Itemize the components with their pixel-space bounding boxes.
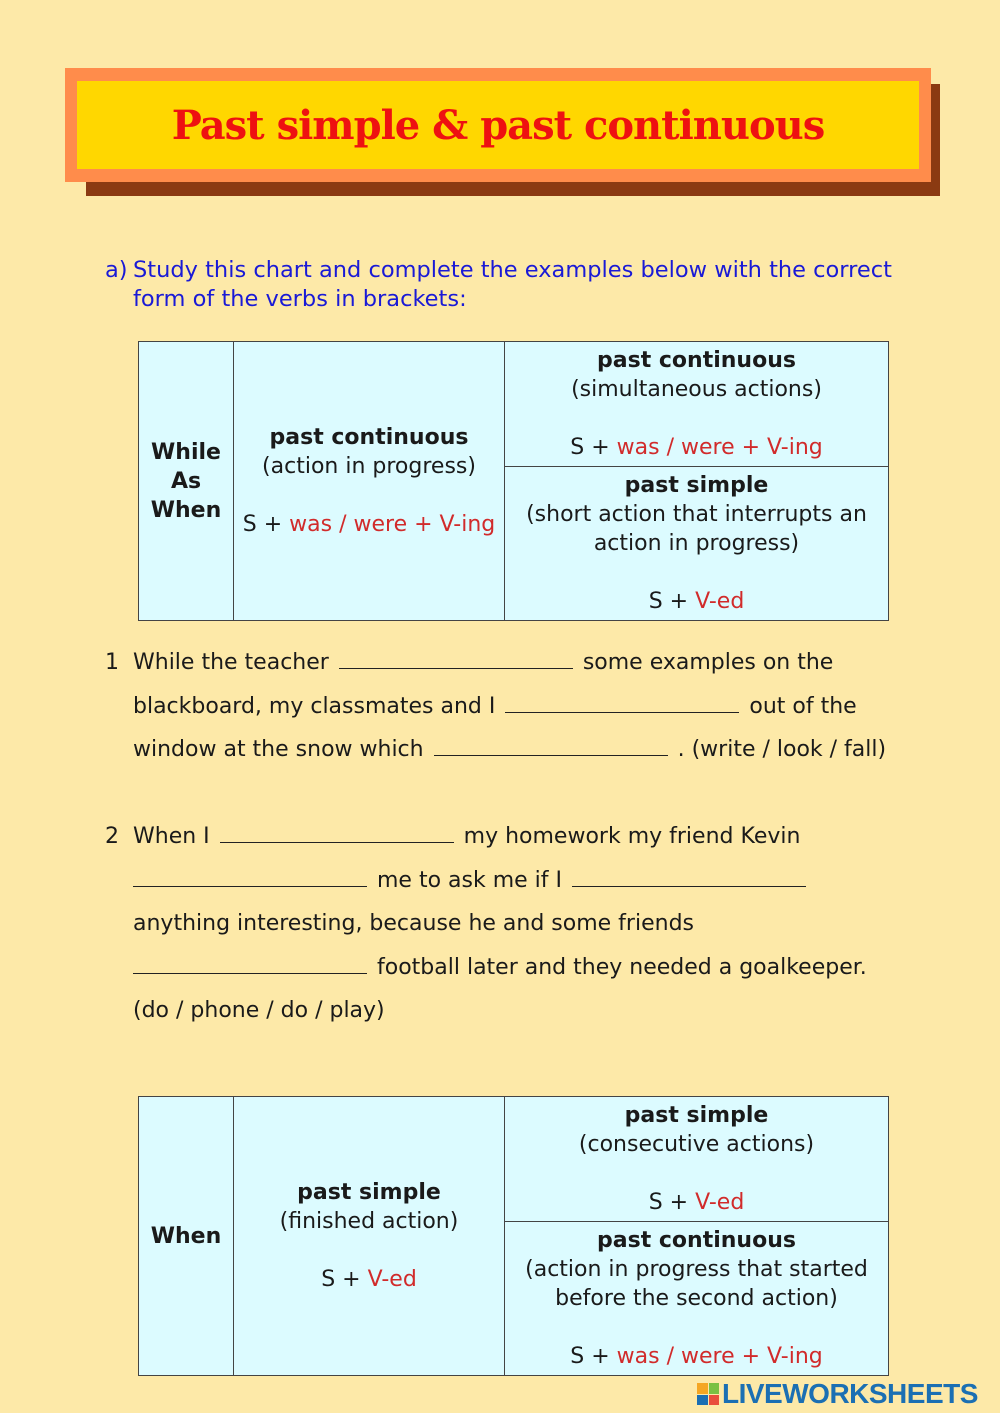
answer-blank[interactable] bbox=[339, 648, 573, 669]
logo-text: LIVEWORKSHEETS bbox=[722, 1378, 978, 1409]
grammar-table-while-as-when bbox=[138, 341, 889, 621]
exercise-line: me to ask me if I bbox=[133, 859, 905, 903]
title-banner bbox=[77, 81, 919, 169]
instruction bbox=[105, 256, 905, 314]
bottom-right-description-1: (short action that interrupts an bbox=[526, 502, 867, 527]
bottom-right-heading: past continuous bbox=[597, 1228, 796, 1253]
bottom-right-description-2: before the second action) bbox=[555, 1286, 838, 1311]
answer-blank[interactable] bbox=[505, 692, 739, 713]
top-right-cell bbox=[505, 1097, 889, 1222]
main-description: (finished action) bbox=[279, 1209, 459, 1234]
top-right-description: (consecutive actions) bbox=[578, 1132, 815, 1157]
exercise-1 bbox=[105, 641, 905, 772]
exercise-2 bbox=[105, 815, 905, 1033]
top-right-description: (simultaneous actions) bbox=[571, 377, 822, 402]
exercise-number: 1 bbox=[105, 650, 119, 675]
main-clause-cell bbox=[234, 1097, 505, 1376]
conjunction-when: When bbox=[150, 497, 222, 523]
main-clause-cell bbox=[234, 342, 505, 621]
answer-blank[interactable] bbox=[434, 735, 668, 756]
bottom-right-description-2: action in progress) bbox=[593, 531, 800, 556]
bottom-right-heading: past simple bbox=[624, 473, 769, 498]
answer-blank[interactable] bbox=[133, 866, 367, 887]
bottom-right-cell bbox=[505, 1222, 889, 1376]
conjunction-cell bbox=[139, 1097, 234, 1376]
top-right-heading: past simple bbox=[624, 1103, 769, 1128]
answer-blank[interactable] bbox=[572, 866, 806, 887]
exercise-line: anything interesting, because he and some friends bbox=[133, 911, 694, 936]
instruction-line-2: form of the verbs in brackets: bbox=[133, 286, 467, 312]
page-title: Past simple & past continuous bbox=[171, 101, 825, 149]
conjunction-when: When bbox=[150, 1223, 222, 1249]
liveworksheets-logo bbox=[697, 1378, 978, 1410]
instruction-letter: a) bbox=[105, 257, 128, 283]
exercise-line: window at the snow which . (write / look / fall) bbox=[133, 737, 887, 762]
bottom-right-cell bbox=[505, 467, 889, 621]
bottom-right-description-1: (action in progress that started bbox=[525, 1257, 868, 1282]
grammar-table-when bbox=[138, 1096, 889, 1376]
main-formula: S + was / were + V-ing bbox=[242, 512, 496, 537]
conjunction-as: As bbox=[170, 468, 202, 494]
conjunction-cell bbox=[139, 342, 234, 621]
top-right-formula: S + V-ed bbox=[648, 1190, 745, 1215]
main-heading: past continuous bbox=[269, 425, 469, 450]
answer-blank[interactable] bbox=[133, 953, 367, 974]
exercise-number: 2 bbox=[105, 824, 119, 849]
answer-blank[interactable] bbox=[220, 822, 454, 843]
instruction-line-1: Study this chart and complete the examples below with the correct bbox=[133, 257, 892, 283]
top-right-formula: S + was / were + V-ing bbox=[570, 435, 823, 460]
main-description: (action in progress) bbox=[262, 454, 476, 479]
bottom-right-formula: S + was / were + V-ing bbox=[570, 1344, 823, 1369]
logo-icon bbox=[697, 1383, 719, 1405]
exercise-line: When I my homework my friend Kevin bbox=[133, 824, 801, 849]
exercise-line: (do / phone / do / play) bbox=[133, 998, 385, 1023]
main-heading: past simple bbox=[297, 1180, 441, 1205]
main-formula: S + V-ed bbox=[321, 1267, 417, 1292]
exercise-line: football later and they needed a goalkeeper. bbox=[133, 946, 905, 990]
conjunction-while: While bbox=[151, 439, 221, 465]
exercise-line: While the teacher some examples on the bbox=[133, 650, 834, 675]
top-right-heading: past continuous bbox=[597, 348, 796, 373]
top-right-cell bbox=[505, 342, 889, 467]
exercise-line: blackboard, my classmates and I out of the bbox=[133, 693, 857, 719]
bottom-right-formula: S + V-ed bbox=[648, 589, 745, 614]
